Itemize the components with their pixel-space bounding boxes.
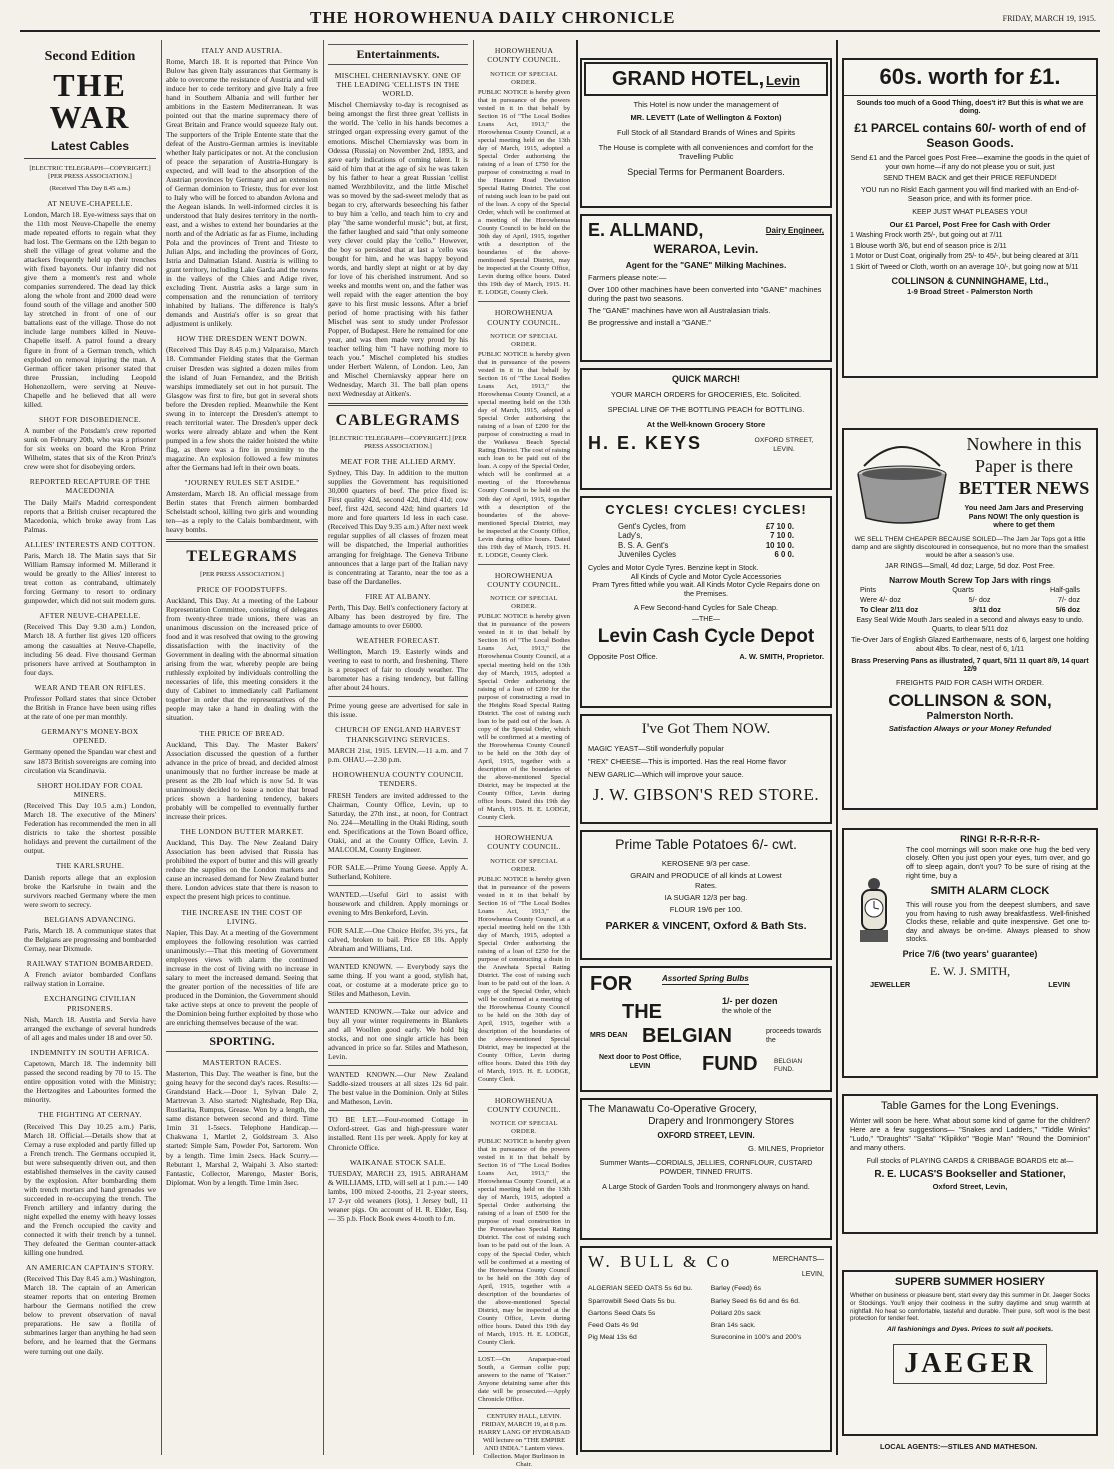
allmand-town: WERAROA, Levin. bbox=[653, 241, 759, 256]
sixty-item: 1 Washing Frock worth 25/-, but going out at 7/11 bbox=[850, 232, 1003, 240]
belgian-price: 1/- per dozen bbox=[722, 996, 778, 1006]
nowhere-tag: Satisfaction Always or your Money Refunded bbox=[888, 723, 1052, 733]
article-body: Paris, March 18. The Matin says that Sir William Ramsay informed M. Millerand it would be greatly to the Allies' interest to treat cotton as contraband, ultimately forcing Germany to resort to ordinary gunpowder, which did not suit modern guns. bbox=[24, 551, 156, 606]
keys-grocery-ad bbox=[580, 368, 832, 490]
sixty-l4: SEND THEM BACK and get their PRICE REFUNDED! bbox=[883, 172, 1057, 182]
press-credit: [PER PRESS ASSOCIATION.] bbox=[200, 570, 284, 578]
ring-clock: SMITH ALARM CLOCK bbox=[930, 884, 1050, 897]
bull-left: ALGERIAN SEED OATS 5s 6d bu. bbox=[588, 1285, 693, 1293]
notice-heading: HOROWHENUA COUNTY COUNCIL. bbox=[487, 570, 561, 589]
manawatu-l1: Summer Wants—CORDIALS, JELLIES, CORNFLOUR, CUSTARD POWDER, TINNED FRUITS. bbox=[599, 1158, 813, 1177]
allmand-name: E. ALLMAND, bbox=[588, 220, 704, 240]
article-body: Paris, March 18. A communique states that the Belgians are progressing and bombarded Cernay, near Dixmude. bbox=[24, 925, 156, 953]
sixty-store: COLLINSON & CUNNINGHAME, Ltd., bbox=[891, 276, 1049, 287]
grand-line2: MR. LEVETT (Late of Wellington & Foxton) bbox=[630, 112, 782, 122]
manawatu-h1: The Manawatu Co-Operative Grocery, bbox=[588, 1104, 757, 1115]
belgian-fund: FUND bbox=[702, 1053, 758, 1075]
article-heading: THE KARLSRUHE. bbox=[55, 861, 125, 871]
article-body: (Received This Day 8.45 a.m.) Washington, March 18. The captain of an American steamer reports that on entering Bremen harbour the Germans notified the crew below to prevent observation of naval preparations. He saw a flotilla of submarines larger than anything he had seen before, and he learned that the Germans were turning out one daily. bbox=[24, 1274, 156, 1356]
cycle-price-list bbox=[588, 522, 824, 560]
sixty-addr: 1-9 Broad Street - Palmerston North bbox=[907, 287, 1033, 297]
parker-name: PARKER & VINCENT, Oxford & Bath Sts. bbox=[605, 920, 807, 933]
article-heading: AFTER NEUVE-CHAPELLE. bbox=[39, 611, 141, 621]
column-council-notices bbox=[474, 40, 574, 1469]
nowhere-town: Palmerston North. bbox=[926, 711, 1014, 723]
jar-cell: Half-galls bbox=[1050, 585, 1080, 595]
article-heading: HOW THE DRESDEN WENT DOWN. bbox=[176, 334, 308, 344]
games-text: Winter will soon be here. What about some kind of game for the children? Here are a few suggestions— "Snakes and Ladders," "Tiddle Winks" "Ludo," "Draughts" "Salta" "Klipikko" "Bogie Man" "Round the Dominion" and many others. bbox=[850, 1116, 1090, 1152]
divider bbox=[328, 957, 468, 958]
parker-heading: Prime Table Potatoes 6/- cwt. bbox=[615, 836, 797, 852]
sixty-item: 1 Skirt of Tweed or Cloth, worth on an average 10/-, but going now at 5/11 bbox=[850, 263, 1079, 271]
nowhere-h3: BETTER NEWS bbox=[958, 477, 1090, 498]
keys-l2: SPECIAL LINE OF THE BOTTLING PEACH for BOTTLING. bbox=[607, 405, 805, 414]
nowhere-l5: Tie-Over Jars of English Glazed Earthenware, nests of 6, largest one holding about 4lbs. To clear, nest of 6, 1/11 bbox=[851, 637, 1089, 654]
sixty-items bbox=[850, 232, 1090, 272]
grand-hotel-name: GRAND HOTEL, bbox=[611, 68, 765, 90]
divider bbox=[166, 539, 318, 542]
ring-jeweller: JEWELLER bbox=[870, 980, 911, 990]
lost-notice: LOST.—On Arapaepae-road South, a German collie pup; answers to the name of "Kaiser." Anyone detaining same after this date will be prosecuted.—Apply Chronicle Office. bbox=[478, 1355, 570, 1404]
article-body: TO BE LET.—Four-roomed Cottage in Oxford-street. Gas and high-pressure water installed. Rent 11s per week. Apply for key at Chronicle Office. bbox=[328, 1115, 468, 1152]
article-body: FOR SALE.—Prime Young Geese. Apply A. Sutherland, Kohitere. bbox=[328, 862, 468, 881]
notice-body: PUBLIC NOTICE is hereby given that in pursuance of the powers vested in it in that behalf by Section 16 of "The Local Bodies Loans Act, 1913," the Horowhenua County Council, at a special meeting held on the 13th day of March, 1915, adopted a Special Order authorising the raising of a loan of £750 for the purpose of constructing a road in the Hautere Road Deviation Special Rating District. The cost of raising such loan to be paid out of the loan. A copy of the Special Order, which will be confirmed at a meeting of the Horowhenua County Council to be held on the 30th day of April, 1915, together with a description of the boundaries of the above-mentioned Special District, may be inspected at the County Office, Levin during office hours. Dated this 19th day of March, 1915. H. E. LODGE, County Clerk. bbox=[478, 88, 570, 297]
smith-alarm-clock-ad bbox=[842, 828, 1098, 1078]
latest-cables-heading: Latest Cables bbox=[24, 139, 156, 159]
article-body: Prime young geese are advertised for sale in this issue. bbox=[328, 701, 468, 720]
allmand-l4: Be progressive and install a "GANE." bbox=[588, 318, 711, 328]
divider bbox=[478, 1089, 570, 1090]
cycle-type: B. S. A. Gent's bbox=[618, 540, 669, 550]
notice-subheading: NOTICE OF SPECIAL ORDER. bbox=[490, 1120, 558, 1136]
bull-left: Gartons Seed Oats 5s bbox=[588, 1309, 656, 1317]
article-body: Auckland, This Day. At a meeting of the Labour Representation Committee, consisting of delegates from twenty-three trade unions, there was an unanimous discussion on the increased price of food and it was resolved that owing to the growing dissatisfaction with the inactivity of the Government in dealing with the abnormal situation arising from the war, whereby people are being ruthlessly exploited by individuals controlling the necessaries of life, this meeting considers it the duty of Cabinet to immediately call Parliament together in order that the representatives of the people may take a hand in dealing with the situation. bbox=[166, 596, 318, 723]
century-hall-notice: CENTURY HALL, LEVIN. FRIDAY, MARCH 19, at 8 p.m. HARRY LANG OF HYDRABAD Will lecture on "THE EMPIRE AND INDIA." Lantern views. Collection. Major Burlinson in Chair. bbox=[478, 1413, 570, 1469]
cycles-name: Levin Cash Cycle Depot bbox=[597, 625, 815, 647]
article-body: Amsterdam, March 18. An official message from Berlin states that French airmen bombarded Schelstadt school, killing two girls and wounding ten—as a reply to the Calais bombardment, with heavy bombs. bbox=[166, 489, 318, 535]
grand-line1: This Hotel is now under the management of bbox=[633, 100, 779, 110]
cycle-type: Juveniles Cycles bbox=[618, 550, 677, 560]
ring-price: Price 7/6 (two years' guarantee) bbox=[902, 948, 1038, 959]
alarm-clock-icon bbox=[852, 876, 896, 950]
article-body: (Received This Day 10.25 a.m.) Paris, March 18. Official.—Details show that at Cernay a ruse exploded and partly filled up a French trench. The Germans occupied it, but were subsequently driven out, and then established themselves in the cavity caused by the explosion. After bombarding them with trench mortars and hand grenades we succeeded in re-occupying the trench. The French artillery and infantry during the night expelled the enemy with heavy losses and the French occupied the cavity and connected it with their trench by a tunnel. They defeated the German counter-attack killing one hundred. bbox=[24, 1121, 156, 1257]
press-credit: [ELECTRIC TELEGRAPH—COPYRIGHT.] [PER PRESS ASSOCIATION.] bbox=[29, 164, 151, 180]
grand-hotel-ad bbox=[580, 58, 832, 208]
jar-cell: To Clear 2/11 doz bbox=[860, 604, 919, 614]
notice-body: PUBLIC NOTICE is hereby given that in pursuance of the powers vested in it in that behalf by Section 16 of "The Local Bodies Loans Act, 1913," the Horowhenua County Council, at a special meeting held on the 13th day of March, 1915, adopted a Special Order authorising the raising of a loan of £250 for the purpose of constructing a drain in the Arawhata Special Rating District. The cost of raising such loan to be paid out of the loan. A copy of the Special Order, which will be confirmed at a meeting of the Horowhenua County Council to be held on the 30th day of April, 1915, together with a description of the boundaries of the above-mentioned Special District, may be inspected at the County Office, Levin during office hours. Dated this 19th day of March, 1915. H. E. LODGE, County Clerk. bbox=[478, 875, 570, 1084]
keys-l3: At the Well-known Grocery Store bbox=[646, 420, 766, 430]
belgian-whole: the whole of the bbox=[722, 1008, 772, 1015]
cycle-type: Gent's Cycles, from bbox=[618, 521, 686, 531]
cycle-price: 10 10 0. bbox=[765, 540, 794, 550]
article-body: Auckland, This Day. The New Zealand Dairy Association has been advised that Russia has prohibited the export of butter and this will greatly reduce the supplies on the London markets and cause an increased demand for New Zealand butter there. London advices state that there is reason to expect the present high prices to continue. bbox=[166, 838, 318, 902]
divider bbox=[328, 403, 468, 406]
sixty-l3: Send £1 and the Parcel goes Post Free—examine the goods in the quiet of your own home—if any do not please you or suit, just bbox=[850, 153, 1090, 171]
article-body: Sydney, This Day. In addition to the mutton supplies the Government has requisitioned 30,000 quarters of beef. The price fixed is: First quality 42d, second 42d, third 41d; cow beef, first 42d, second 42d; hind quarters 1d more and fore quarters 1d less in each case. (Received This Day 9.35 a.m.) After next week regular supplies of all classes of frozen meat will be dispatched, the Imperial authorities arranging for freightage. The Geneva Tribune announces that a large part of the Italian navy is concentrating at Taranto, near the toe as a base off the Dardanelles. bbox=[328, 468, 468, 586]
bull-merchants-ad bbox=[580, 1246, 832, 1452]
cycle-price: £7 10 0. bbox=[765, 521, 794, 531]
cycle-type: Lady's, bbox=[618, 531, 643, 541]
entertainments-heading: Entertainments. bbox=[328, 44, 468, 65]
cycle-price-row bbox=[618, 522, 794, 532]
grand-line4: The House is complete with all conveniences and comfort for the Travelling Public bbox=[598, 142, 814, 161]
bull-row bbox=[588, 1298, 824, 1306]
bull-left: Feed Oats 4s 9d bbox=[588, 1322, 639, 1330]
jaeger-logo: JAEGER bbox=[893, 1344, 1047, 1384]
bull-tag: MERCHANTS— bbox=[772, 1256, 824, 1263]
article-body: MARCH 21st, 1915. LEVIN.—11 a.m. and 7 p.m. OHAU.—2.30 p.m. bbox=[328, 745, 468, 764]
sixty-l2: £1 PARCEL contains 60/- worth of end of Season Goods. bbox=[854, 120, 1086, 150]
article-body: Germany opened the Spandau war chest and saw 1873 British sovereigns are coming into circulation via Scandinavia. bbox=[24, 747, 156, 775]
cash-cycle-depot-ad bbox=[580, 496, 832, 708]
parker-l1: KEROSENE 9/3 per case. bbox=[661, 859, 751, 869]
gibson-heading: I've Got Them NOW. bbox=[641, 721, 771, 737]
column2-list bbox=[166, 46, 318, 1187]
parker-l2: GRAIN and PRODUCE of all kinds at Lowest Rates. bbox=[630, 871, 782, 890]
cycles-l4: A Few Second-hand Cycles for Sale Cheap. bbox=[633, 602, 779, 612]
bull-right: Pollard 20s sack bbox=[710, 1309, 761, 1317]
article-heading: EXCHANGING CIVILIAN PRISONERS. bbox=[44, 994, 136, 1013]
article-body: Perth, This Day. Bell's confectionery factory at Albany has been destroyed by fire. The damage amounts to over £6000. bbox=[328, 602, 468, 630]
grand-line5: Special Terms for Permanent Boarders. bbox=[627, 167, 785, 178]
notice-heading: HOROWHENUA COUNTY COUNCIL. bbox=[487, 308, 561, 327]
article-body: Wellington, March 19. Easterly winds and veering to east to north, and freshening. There is a prospect of fair to cloudy weather. The barometer has a rising tendency, but falling after about 24 hours. bbox=[328, 647, 468, 693]
sixty-item: 1 Blouse worth 3/6, but end of season price is 2/11 bbox=[850, 242, 1007, 250]
article-body: A number of the Potsdam's crew reported sunk on February 20th, who was a prisoner for six weeks on board the Kron Prinz Wilhelm, states that six of the Kron Prinz's crew were shot for disobeying orders. bbox=[24, 425, 156, 472]
notice-body: PUBLIC NOTICE is hereby given that in pursuance of the powers vested in it in that behalf by Section 16 of "The Local Bodies Loans Act, 1913," the Horowhenua County Council, at a special meeting held on the 13th day of March, 1915, adopted a Special Order authorising the raising of a loan of £500 for the purpose of road construction in the Poroutawhao Special Rating District. The cost of raising such loan to be paid out of the loan. A copy of the Special Order, which will be confirmed at a meeting of the Horowhenua County Council to be held on the 30th day of April, 1915, together with a description of the boundaries of the above-mentioned Special District, may be inspected at the County Office, Levin during office hours. Dated this 19th day of March, 1915. H. E. LODGE, County Clerk. bbox=[478, 1138, 570, 1346]
bull-left: Pig Meal 13s 6d bbox=[588, 1334, 637, 1342]
lucas-table-games-ad bbox=[842, 1094, 1098, 1234]
article-heading: MEAT FOR THE ALLIED ARMY. bbox=[340, 456, 456, 466]
hosiery-heading: SUPERB SUMMER HOSIERY bbox=[895, 1276, 1045, 1288]
sixty-heading: 60s. worth for £1. bbox=[844, 60, 1096, 96]
section-banner: CABLEGRAMS bbox=[335, 412, 461, 430]
divider bbox=[328, 921, 468, 922]
sixty-l5: YOU run no Risk! Each garment you will find marked with an End-of-Season price, and with its former price. bbox=[860, 185, 1080, 204]
manawatu-l2: A Large Stock of Garden Tools and Ironmongery always on hand. bbox=[602, 1181, 810, 1191]
article-body: London, March 18. Eye-witness says that on the 11th most Neuve-Chapelle the enemy made repeated efforts to regain what they had lost. The Germans on the 12th began to shell the village of great volume and the attackers frequently held up their trenches with fixed bayonets. Our infantry did not give them a moment's rest and whole companies surrendered. The dead lay thick along the whole front and 2000 dead were found south of the village and another 500 lay stretched in front of one of our battalions east of the village. Those do not include large numbers killed in Neuve-Chapelle itself. A patrol found a dreary figure in front of a German trench, which exploded on removal injuring the man. A German officer taken prisoner stated that three Prussian, including Leopold Hohenzollern, were serving at Neuve-Chapelle and he believed that all were killed. bbox=[24, 210, 156, 409]
sixty-l6: KEEP JUST WHAT PLEASES YOU! bbox=[912, 207, 1028, 217]
article-heading: THE INCREASE IN THE COST OF LIVING. bbox=[181, 907, 303, 926]
article-heading: "JOURNEY RULES SET ASIDE." bbox=[184, 477, 300, 487]
article-body: FRESH Tenders are invited addressed to the Chairman, County Office, Levin, up to Saturday, the 27th inst., at noon, for Contract No. 224—Metalling in the Otaki Riding, south end. Specifications at the Town Board office, Otaki, and at the County Office, Levin. J. MALCOLM, County Engineer. bbox=[328, 790, 468, 854]
keys-l1: YOUR MARCH ORDERS for GROCERIES, Etc. Solicited. bbox=[610, 389, 802, 399]
allmand-l2: Over 100 other machines have been converted into "GANE" machines during the past two seasons. bbox=[588, 284, 822, 304]
article-body: (Received This Day 9.30 a.m.) London, March 18. A further list gives 120 officers among the casualties at Neuve-Chapelle, including 56 dead. Five thousand German prisoners have arrived at Southampton in four days. bbox=[24, 622, 156, 677]
bull-name: W. BULL & Co bbox=[588, 1252, 733, 1271]
article-body: WANTED KNOWN.—Our New Zealand Saddle-sized trousers at all sizes 12s 6d pair. The best value in the Dominion. Only at Stiles and Matheson, Levin. bbox=[328, 1070, 468, 1107]
bull-town: LEVIN, bbox=[801, 1270, 824, 1278]
gibson-l3: NEW GARLIC—Which will improve your sauce. bbox=[588, 770, 744, 780]
cycle-price: 6 0 0. bbox=[774, 550, 794, 560]
allmand-l1: Farmers please note:— bbox=[588, 272, 667, 282]
nowhere-l3: Narrow Mouth Screw Top Jars with rings bbox=[889, 574, 1051, 585]
allmand-l3: The "GANE" machines have won all Australasian trials. bbox=[588, 306, 771, 316]
article-heading: CHURCH OF ENGLAND HARVEST THANKSGIVING SERVICES. bbox=[335, 725, 461, 744]
manawatu-cooperative-ad bbox=[580, 1098, 832, 1240]
belgian-mrs: MRS DEAN bbox=[590, 1032, 628, 1039]
bull-row bbox=[588, 1285, 824, 1293]
issue-date: FRIDAY, MARCH 19, 1915. bbox=[1002, 14, 1096, 23]
article-heading: SHOT FOR DISOBEDIENCE. bbox=[38, 414, 142, 424]
article-heading: THE LONDON BUTTER MARKET. bbox=[180, 827, 304, 837]
divider bbox=[328, 1065, 468, 1066]
article-body: Auckland, This Day. The Master Bakers' Association discussed the question of a further advance in the price of bread, and decided almost unanimously that no further increase be made at present as the 2lb loaf which is now 5d. It was unanimously decided to issue a notice that bread prices shown a hardening tendency, bakers probably will be compelled to eventually further increase their prices. bbox=[166, 739, 318, 822]
jar-row bbox=[860, 586, 1080, 595]
article-body: Mischel Cherniavsky to-day is recognised as being amongst the first three great 'cellists in the world. The 'cello in his hands becomes a stringed organ expressing every gamut of the emotions. Mischel Cherniavsky was born in Odessa (Russia) on November 2nd, 1893, and gave early indications of coming talent. It is said of him that at the age of six he was taken by his father to hear a great Russian 'cellist named Werzhbilovitz, and the little Mischel was so moved by the sad-sweet melody that as began to cry, afterwards beseeching his father to buy him a 'cello, and teach him to cry and play "the same wonderful music"; but, at first, the father laughed and said "that only someone very clever could play the 'cello." However, the boy so persisted that at last a 'cello was bought for him, and he was happy beyond words, and hardly slept at night or at by day for love of his cherished instrument. And so weeks and months went on, and the father was well repaid with the eager attention the boy gave to his first music lessons. After a brief period of home practising with his father Mischel was sent to study under Professor Popper, of Budapest. Here he remained for one year, and was then made very proud by his teacher telling him "I have nothing more to teach you." Mischel completed his studies under Herbert Walenn, of London. Leo, Jan and Mischel Cherniavsky appear here on Wednesday, March 31. The ball plan opens next Wednesday at Aitken's. bbox=[328, 100, 468, 399]
jar-row bbox=[860, 596, 1080, 605]
nowhere-t: You need Jam Jars and Preserving Pans NOW! The only question is where to get them bbox=[964, 502, 1084, 530]
article-body: (Received This Day 10.5 a.m.) London, March 18. The executive of the Miners' Federation has recommended the men in all districts to take the shortest possible holidays and prevent the curtailment of the output. bbox=[24, 801, 156, 856]
sixty-l1: Sounds too much of a Good Thing, does't it? But this is what we are doing. bbox=[856, 99, 1084, 116]
parker-l3: IA SUGAR 12/3 per bag. bbox=[664, 892, 748, 902]
article-body: TUESDAY, MARCH 23, 1915. ABRAHAM & WILLIAMS, LTD, will sell at 1 p.m.:— 140 lambs, 100 mixed 2-tooths, 21 2-year steers, 17 2-yr old weaners (lots), 1 Jersey bull, 11 weaner pigs. On account of H. R. Elder, Esq.— 35 p.b. Flock Book ewes 4-tooth to f.m. bbox=[328, 1168, 468, 1223]
preserving-pan-icon bbox=[850, 436, 954, 528]
sixty-l7: Our £1 Parcel, Post Free for Cash with Order bbox=[889, 219, 1051, 229]
jar-cell: Quarts bbox=[952, 585, 974, 595]
cycles-l2: All Kinds of Cycle and Motor Cycle Accessories bbox=[630, 571, 782, 581]
hosiery-l1: All fashionings and Dyes. Prices to suit all pockets. bbox=[886, 1325, 1054, 1333]
article-heading: AT NEUVE-CHAPELLE. bbox=[47, 198, 133, 208]
notice-subheading: NOTICE OF SPECIAL ORDER. bbox=[490, 857, 558, 873]
notice-heading: HOROWHENUA COUNTY COUNCIL. bbox=[487, 833, 561, 852]
gibson-red-store-ad bbox=[580, 714, 832, 824]
article-body: WANTED KNOWN. — Everybody says the same thing. If you want a good, stylish hat, coat, or costume at a moderate price go to Stiles and Matheson, Levin. bbox=[328, 961, 468, 999]
grand-hotel-town: Levin bbox=[766, 73, 801, 88]
cycle-price: 7 10 0. bbox=[770, 531, 794, 541]
article-body: Danish reports allege that an explosion broke the Karlsruhe in twain and the survivors reached Germany where the men were sworn to secrecy. bbox=[24, 872, 156, 909]
column-war-news bbox=[20, 40, 160, 1455]
ring-text: The cool mornings will soon make one hug the bed very closely. Often you just open your eyes, turn over, and go off to sleep again, don't you? To be sure of rising at the right time, buy a bbox=[906, 844, 1090, 880]
article-body: Masterton, This Day. The weather is fine, but the going heavy for the second day's races. Results:— Grandstand Hack.—Door 1, Sylvan Dale 2, Martrevan 3. Also started: Nightshade, Rep Dia, Rustlarita, Rumpus, Grease. Won by a length, the same distance between second and third. Time 1min 31 1-5secs. Telephone Handicap.—Chakwana 1, Martlet 2, Goldstream 3. Also started: Simple Sam, Powder Pot, Sartorem. Won by a length. Time 1min 2secs. Hack Scurry.—Rebutant 1, Marshal 2, Waipahi 3. Also started: Fantastic, Collector, Marengo, Master Boris, Diplomat. Won by a length. Time 1min 3sec. bbox=[166, 1069, 318, 1187]
games-name: R. E. LUCAS'S Bookseller and Stationer, bbox=[874, 1169, 1066, 1181]
games-addr: Oxford Street, Levin, bbox=[932, 1181, 1008, 1191]
nowhere-l2: JAR RINGS—Small, 4d doz; Large, 5d doz. Post Free. bbox=[885, 563, 1055, 571]
belgian-bf: BELGIAN FUND. bbox=[774, 1058, 803, 1073]
ring-town: LEVIN bbox=[1048, 980, 1070, 990]
keys-heading: QUICK MARCH! bbox=[672, 374, 740, 384]
notice-heading: HOROWHENUA COUNTY COUNCIL. bbox=[487, 46, 561, 65]
article-body: Nish, March 18. Austria and Servia have arranged the exchange of several hundreds of all ages and males under 18 and over 50. bbox=[24, 1014, 156, 1042]
bull-row bbox=[588, 1322, 824, 1330]
war-headline: THE WAR bbox=[49, 67, 131, 136]
edition-label: Second Edition bbox=[44, 49, 136, 64]
article-heading: INDEMNITY IN SOUTH AFRICA. bbox=[30, 1047, 150, 1057]
article-body: Napier, This Day. At a meeting of the Government employees the following resolution was carried unanimously:—That this meeting of Government employees views with alarm the continued increase in the cost of living with no increase in salary to meet the increased demand. Seeing that the greater portion of the necessities of life are produced in the Dominion, the Government should take active steps at once to prevent the people of the Dominion being further exploited by those who are enriching themselves because of the war. bbox=[166, 928, 318, 1028]
article-heading: PRICE OF FOODSTUFFS. bbox=[196, 584, 288, 594]
article-heading: FIRE AT ALBANY. bbox=[365, 591, 431, 601]
article-body: FOR SALE.—One Choice Heifer, 3½ yrs., fat calved, broken to bail. Price £8 10s. Apply Abraham and Williams, Ltd. bbox=[328, 925, 468, 953]
article-heading: MASTERTON RACES. bbox=[202, 1057, 282, 1067]
cycle-price-row bbox=[618, 531, 794, 541]
article-heading: REPORTED RECAPTURE OF THE MACEDONIA bbox=[29, 477, 151, 496]
article-body: (Received This Day 8.45 p.m.) Valparaiso, March 18. Commander Fielding states that the German cruiser Dresden was sighted a dozen miles from the island of Juan Fernandez, and the British warships immediately set out in hot pursuit. The Glasgow was first to fire, but got in several shots before the Dresden replied. Meanwhile the Kent swung in to intercept the Dresden's attempt to reach territorial water. The Dresden's upper deck works were already ablaze and when the Kent pumped in a few shots the raider hoisted the white flag, as there was a fire in proximity to the magazine. An explosion followed a few minutes after the Germans had left in their own boats. bbox=[166, 345, 318, 472]
sixty-item: 1 Motor or Dust Coat, originally from 25/- to 45/-, but being cleared at 3/11 bbox=[850, 253, 1079, 261]
divider bbox=[328, 1110, 468, 1111]
divider bbox=[478, 826, 570, 827]
cycle-price-row bbox=[618, 550, 794, 560]
notice-subheading: NOTICE OF SPECIAL ORDER. bbox=[490, 332, 558, 348]
article-heading: RAILWAY STATION BOMBARDED. bbox=[26, 958, 154, 968]
allmand-tag: Dairy Engineer, bbox=[765, 226, 824, 235]
parker-vincent-ad bbox=[580, 830, 832, 960]
bull-row bbox=[588, 1334, 824, 1342]
article-heading: WEATHER FORECAST. bbox=[356, 635, 440, 645]
divider bbox=[478, 301, 570, 302]
belgian-word: BELGIAN bbox=[642, 1025, 732, 1047]
ring-name: E. W. J. SMITH, bbox=[929, 963, 1011, 978]
games-text2: Full stocks of PLAYING CARDS & CRIBBAGE BOARDS etc at— bbox=[866, 1155, 1074, 1165]
manawatu-addr: OXFORD STREET, LEVIN. bbox=[657, 1131, 755, 1141]
bull-left: Sparrowbill Seed Oats 5s bu. bbox=[588, 1297, 677, 1305]
cycles-f1: Opposite Post Office. bbox=[588, 651, 658, 661]
keys-addr: OXFORD STREET, LEVIN. bbox=[754, 437, 814, 453]
belgian-for: FOR bbox=[590, 973, 633, 995]
article-body: The Daily Mail's Madrid correspondent reports that a British cruiser recaptured the Macedonia, which broke away from Las Palmas. bbox=[24, 497, 156, 534]
belgian-fund-ad bbox=[580, 966, 832, 1092]
allmand-dairy-ad bbox=[580, 214, 832, 362]
divider bbox=[328, 858, 468, 859]
ring-text2: This will rouse you from the deepest slumbers, and save you from having to rush away breakfastless. Well-finished Clocks these, reliable and quite inexpensive. Get one to-day and always be on-time. Always pleased to show stocks. bbox=[906, 902, 1090, 944]
column-italy-telegrams bbox=[162, 40, 322, 1455]
cycles-the: —THE— bbox=[692, 616, 720, 624]
nowhere-l7: FREIGHTS PAID FOR CASH WITH ORDER. bbox=[895, 677, 1045, 687]
newspaper-title: THE HOROWHENUA DAILY CHRONICLE bbox=[310, 8, 676, 27]
column-entertainments bbox=[324, 40, 472, 1455]
cycles-l3: Pram Tyres fitted while you wait. All Kinds Motor Cycle Repairs done on the Premises. bbox=[592, 580, 820, 599]
notice-subheading: NOTICE OF SPECIAL ORDER. bbox=[490, 70, 558, 86]
allmand-agent: Agent for the "GANE" Milking Machines. bbox=[625, 259, 787, 270]
section-banner: SPORTING. bbox=[166, 1031, 318, 1052]
nowhere-name: COLLINSON & SON, bbox=[888, 690, 1052, 710]
belgian-bulbs: Assorted Spring Bulbs bbox=[662, 974, 749, 983]
article-heading: WAIKANAE STOCK SALE. bbox=[349, 1157, 447, 1167]
jar-cell: 5/- doz bbox=[968, 594, 991, 604]
notices-list bbox=[478, 46, 570, 1347]
bull-right: Barley Seed 6s 6d and 6s 6d. bbox=[710, 1297, 800, 1305]
bull-right: Bran 14s sack. bbox=[710, 1322, 756, 1330]
article-heading: SHORT HOLIDAY FOR COAL MINERS. bbox=[37, 780, 143, 799]
gibson-name: J. W. GIBSON'S RED STORE. bbox=[592, 785, 820, 805]
notice-body: PUBLIC NOTICE is hereby given that in pursuance of the powers vested in it in that behalf by Section 16 of "The Local Bodies Loans Act, 1913," the Horowhenua County Council, at a special meeting held on the 13th day of March, 1915, adopted a Special Order authorising the raising of a loan of £200 for the purpose of constructing a road in the Heights Road Special Rating District. The cost of raising such loan to be paid out of the loan. A copy of the Special Order, which will be confirmed at a meeting of the Horowhenua County Council to be held on the 30th day of April, 1915, together with a description of the boundaries of the above-mentioned Special District, may be inspected at the County Office, Levin during office hours. Dated this 19th day of March, 1915. H. E. LODGE, County Clerk. bbox=[478, 613, 570, 822]
cycles-l1: Cycles and Motor Cycle Tyres. Benzine kept in Stock. bbox=[588, 562, 759, 572]
keys-name: H. E. KEYS bbox=[588, 433, 703, 454]
sixty-shillings-ad bbox=[842, 58, 1098, 378]
belgian-proceeds: proceeds towards the bbox=[766, 1028, 822, 1044]
parker-l4: FLOUR 19/6 per 100. bbox=[669, 905, 743, 915]
article-body: WANTED.—Useful Girl to assist with housework and children. Apply mornings or evening to Mrs Benkeford, Levin. bbox=[328, 889, 468, 917]
divider bbox=[328, 696, 468, 697]
notice-body: PUBLIC NOTICE is hereby given that in pursuance of the powers vested in it in that behalf by Section 16 of "The Local Bodies Loans Act, 1913," the Horowhenua County Council, at a special meeting held on the 13th day of March, 1915, adopted a Special Order authorising the raising of a loan of £200 for the purpose of constructing a road in the Waikawa Beach Special Rating District. The cost of raising such loan to be paid out of the loan. A copy of the Special Order, which will be confirmed at a meeting of the Horowhenua County Council to be held on the 30th day of April, 1915, together with a description of the boundaries of the above-mentioned Special District, may be inspected at the County Office, Levin during office hours. Dated this 19th day of March, 1915. H. E. LODGE, County Clerk. bbox=[478, 350, 570, 559]
games-heading: Table Games for the Long Evenings. bbox=[881, 1100, 1059, 1112]
jaeger-hosiery-ad bbox=[842, 1270, 1098, 1436]
bull-row bbox=[588, 1310, 824, 1318]
jar-price-table bbox=[850, 586, 1090, 614]
article-heading: ALLIES' INTERESTS AND COTTON. bbox=[24, 539, 156, 549]
ring-heading: RING! R-R-R-R-R- bbox=[960, 834, 1040, 845]
belgian-the: THE bbox=[622, 1001, 662, 1023]
manawatu-h2: Drapery and Ironmongery Stores bbox=[648, 1116, 794, 1128]
jaeger-agents: LOCAL AGENTS:—STILES AND MATHESON. bbox=[880, 1442, 1038, 1451]
cycles-f2: A. W. SMITH, Proprietor. bbox=[739, 651, 824, 661]
article-heading: WEAR AND TEAR ON RIFLES. bbox=[34, 682, 146, 692]
cycles-heading: CYCLES! CYCLES! CYCLES! bbox=[605, 502, 807, 517]
divider bbox=[328, 885, 468, 886]
article-heading: HOROWHENUA COUNTY COUNCIL TENDERS. bbox=[332, 770, 464, 789]
article-heading: AN AMERICAN CAPTAIN'S STORY. bbox=[25, 1263, 155, 1273]
nowhere-h2: Paper is there bbox=[975, 455, 1073, 476]
jar-cell: 5/6 doz bbox=[1055, 604, 1080, 614]
article-heading: THE PRICE OF BREAD. bbox=[199, 728, 285, 738]
article-body: Capetown, March 18. The indemnity bill passed the second reading by 70 to 15. The entire opposition voted with the Ministry; the Hertzogites and Labourites formed the minority. bbox=[24, 1059, 156, 1105]
article-heading: ITALY AND AUSTRIA. bbox=[201, 46, 283, 55]
press-credit: [ELECTRIC TELEGRAPH—COPYRIGHT.] [PER PRESS ASSOCIATION.] bbox=[329, 434, 467, 450]
gibson-l1: MAGIC YEAST—Still wonderfully popular bbox=[588, 744, 724, 754]
manawatu-prop: G. MILNES, Proprietor bbox=[748, 1144, 824, 1154]
received-time: (Received This Day 8.45 a.m.) bbox=[49, 184, 131, 192]
article-body: A French aviator bombarded Conflans railway station in Lorraine. bbox=[24, 970, 156, 989]
notice-subheading: NOTICE OF SPECIAL ORDER. bbox=[490, 595, 558, 611]
bull-price-list bbox=[588, 1285, 824, 1342]
belgian-po: Next door to Post Office, LEVIN bbox=[598, 1054, 682, 1070]
article-body: Rome, March 18. It is reported that Prince Von Bulow has given Italy assurances that Germany is able to overcome the resistance of Austria and will induce her to cede territory and give Italy a free hand in Southern Albania and will further her ambitions in the Eastern Mediterranean. It was pointed out that the marine supremacy there of Great Britain and France would squeeze Italy out. The supporters of the Triple Entente state that the defeat of the Austro-German armies is inevitable whether Italy participates or not. At the conclusion of peace the separation of Austria-Hungary is expected, and will lead to the absorption of the Austrian provinces by Germany and an extension of German dominion to Trieste, thus for ever lost to Italy who will be forced to abandon Avlona and the Aegean islands. In well-informed circles it is understood that Italy desires territory in the north-east, and a wishes to extend her boundaries at the north and of the Adriatic as far as Fiume, including Pola and the provinces of Trent and Trieste to Julian Alps, and including the provinces of Gorz, Istria and Dalmatian Island. Austria is willing to grant territory, including Lake Garda and the towns in the valleys of the Chies and Adige river, excluding Trent. Austria asks a large sum in compensation and the renunciation of territory inhabited by Italians. The difference is Italy's demands and Austria's offer is so great that adjustment is unlikely. bbox=[166, 57, 318, 329]
masthead bbox=[20, 6, 1100, 32]
jar-row bbox=[860, 606, 1080, 615]
cycle-price-row bbox=[618, 541, 794, 551]
section-banner: TELEGRAMS bbox=[186, 548, 298, 566]
nowhere-h1: Nowhere in this bbox=[966, 434, 1082, 454]
hosiery-text: Whether on business or pleasure bent, start every day this summer in Dr. Jaeger Socks or Stockings. You'll enjoy their coolness in the sultry daytime and snug warmth at nightfall. No heat so comfortable, tasteful and durable. Their pure, soft wool is the best protection for tender feet. bbox=[850, 1292, 1090, 1323]
nowhere-l1: WE SELL THEM CHEAPER BECAUSE SOILED—The Jam Jar Tops got a little damp and are slightly discoloured in consequence, but no more than the smallest would be after a season's use. bbox=[851, 536, 1089, 560]
jar-cell: 7/- doz bbox=[1058, 594, 1080, 604]
jar-cell: Pints bbox=[860, 585, 876, 595]
column3-list bbox=[328, 71, 468, 1223]
article-body: Professor Pollard states that since October the British in France have been using rifles at the rate of one per man monthly. bbox=[24, 693, 156, 721]
article-heading: BELGIANS ADVANCING. bbox=[44, 914, 136, 924]
war-news-list bbox=[24, 199, 156, 1356]
notice-heading: HOROWHENUA COUNTY COUNCIL. bbox=[487, 1095, 561, 1114]
jar-cell: Were 4/- doz bbox=[860, 594, 902, 604]
nowhere-l6: Brass Preserving Pans as illustrated, 7 quart, 5/11 11 quart 8/9, 14 quart 12/9 bbox=[851, 657, 1089, 674]
bull-right: Barley (Feed) 6s bbox=[710, 1285, 761, 1293]
article-heading: MISCHEL CHERNIAVSKY. ONE OF THE LEADING 'CELLISTS IN THE WORLD. bbox=[334, 70, 462, 99]
nowhere-l4: Easy Seal Wide Mouth Jars sealed in a second and always easy to undo. Quarts, to clear 5/11 doz bbox=[856, 617, 1084, 633]
divider bbox=[328, 1002, 468, 1003]
gibson-l2: "REX" CHEESE—This is imported. Has the real Home flavor bbox=[588, 757, 787, 767]
jar-cell: 3/11 doz bbox=[972, 604, 1001, 614]
grand-line3: Full Stock of all Standard Brands of Wines and Spirits bbox=[616, 127, 795, 137]
divider bbox=[478, 564, 570, 565]
article-body: WANTED KNOWN.—Take our advice and buy all your winter requirements in Blankets and all Woollen good early. We hold big stocks, and not one single article has been advanced in price so far. Stiles and Matheson, Levin. bbox=[328, 1007, 468, 1062]
article-heading: THE FIGHTING AT CERNAY. bbox=[38, 1110, 142, 1120]
bull-right: Sureconine in 100's and 200's bbox=[710, 1334, 802, 1342]
article-heading: GERMANY'S MONEY-BOX OPENED. bbox=[41, 726, 139, 746]
jam-jars-ad bbox=[842, 428, 1098, 810]
